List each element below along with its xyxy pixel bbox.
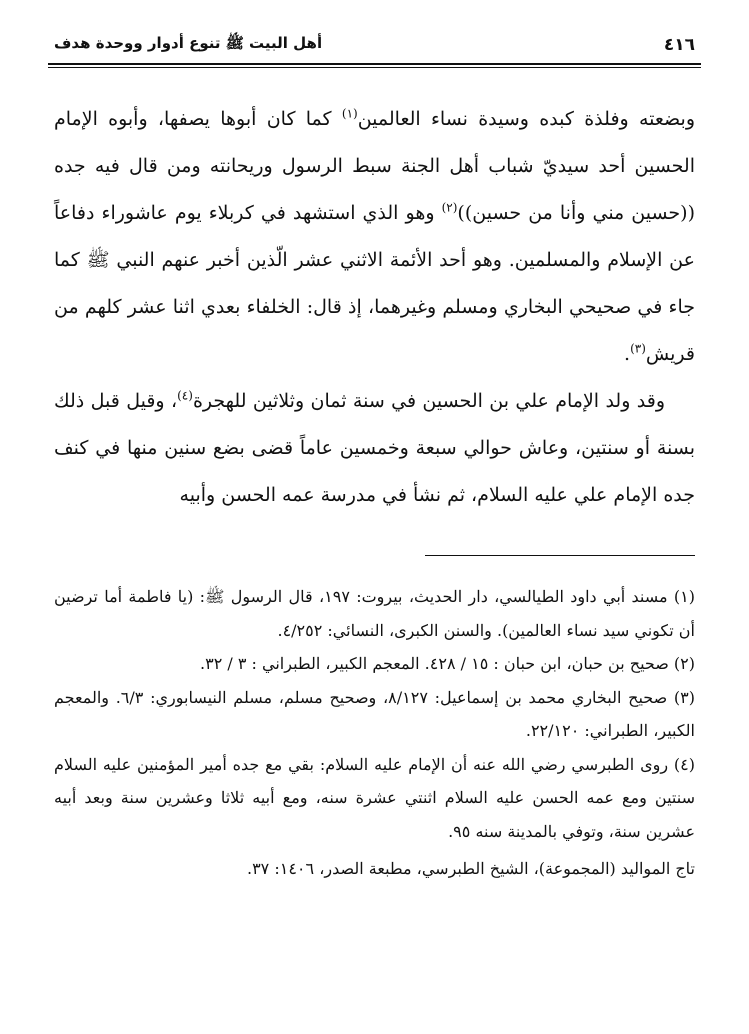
footnote-4: (٤) روى الطبرسي رضي الله عنه أن الإمام عليه السلام: بقي مع جده أمير المؤمنين عليه السلام سنتين ومع عمه الحسن عليه السلام اثنتي عشرة سنه، ومع أبيه ثلاثا وعشرين سنة وبعد أبيه عشرين سنة، وتوفي بالمدينة سنه ٩٥. xyxy=(54,754,695,841)
paragraph-1 xyxy=(54,96,695,378)
page-number: ٤١٦ xyxy=(663,35,695,55)
paragraph-2-text-b: ، وقيل قبل ذلك بسنة أو سنتين، وعاش حوالي سبعة وخمسين عاماً قضى بضع سنين منها في كنف جده الإمام علي عليه السلام، ثم نشأ في مدرسة عمه الحسن وأبيه xyxy=(54,390,695,506)
header-rule-thick xyxy=(48,63,701,65)
running-header xyxy=(54,30,695,60)
footnote-4-source: تاج المواليد (المجموعة)، الشيخ الطبرسي، مطبعة الصدر، ١٤٠٦: ٣٧. xyxy=(246,859,695,878)
footnote-1: (١) مسند أبي داود الطيالسي، دار الحديث، بيروت: ١٩٧، قال الرسول ﷺ: (يا فاطمة أما ترضين أن تكوني سيد نساء العالمين). والسنن الكبرى، النسائي: ٤/٢٥٢. xyxy=(54,587,696,640)
footnote-ref-1[interactable]: (١) xyxy=(341,106,358,121)
footnote-separator xyxy=(425,555,695,556)
paragraph-1-text-c: وهو الذي استشهد في كربلاء يوم عاشوراء دفاعاً عن الإسلام والمسلمين. وهو أحد الأئمة الاثني عشر الّذين أخبر عنهم النبي ﷺ كما جاء في صحيحي البخاري ومسلم وغيرهما، إذ قال: الخلفاء بعدي اثنا عشر كلهم من قريش xyxy=(54,202,695,365)
footnotes xyxy=(54,580,695,886)
paragraph-1-text-b: كما كان أبوها يصفها، وأبوه الإمام الحسين أحد سيديّ شباب أهل الجنة سبط الرسول وريحانته ومن قال فيه جده ((حسين مني وأنا من حسين)) xyxy=(54,108,696,224)
footnote-ref-2[interactable]: (٢) xyxy=(441,200,458,215)
footnote-2: (٢) صحيح بن حبان، ابن حبان : ١٥ / ٤٢٨. المعجم الكبير، الطبراني : ٣ / ٣٢. xyxy=(200,654,695,673)
footnote-3: (٣) صحيح البخاري محمد بن إسماعيل: ٨/١٢٧، وصحيح مسلم، مسلم النيسابوري: ٦/٣. والمعجم الكبير، الطبراني: ٢٢/١٢٠. xyxy=(54,687,695,740)
running-title: أهل البيت ﷺ تنوع أدوار ووحدة هدف xyxy=(54,34,323,52)
paragraph-2 xyxy=(54,378,695,519)
header-rule-thin xyxy=(48,67,701,68)
footnote-ref-3[interactable]: (٣) xyxy=(630,341,646,356)
paragraph-1-text-d: . xyxy=(624,343,631,365)
footnote-ref-4[interactable]: (٤) xyxy=(177,388,193,403)
paragraph-1-text-a: وبضعته وفلذة كبده وسيدة نساء العالمين xyxy=(357,108,695,130)
paragraph-2-text-a: وقد ولد الإمام علي بن الحسين في سنة ثمان وثلاثين للهجرة xyxy=(192,390,665,412)
main-text xyxy=(54,96,695,519)
